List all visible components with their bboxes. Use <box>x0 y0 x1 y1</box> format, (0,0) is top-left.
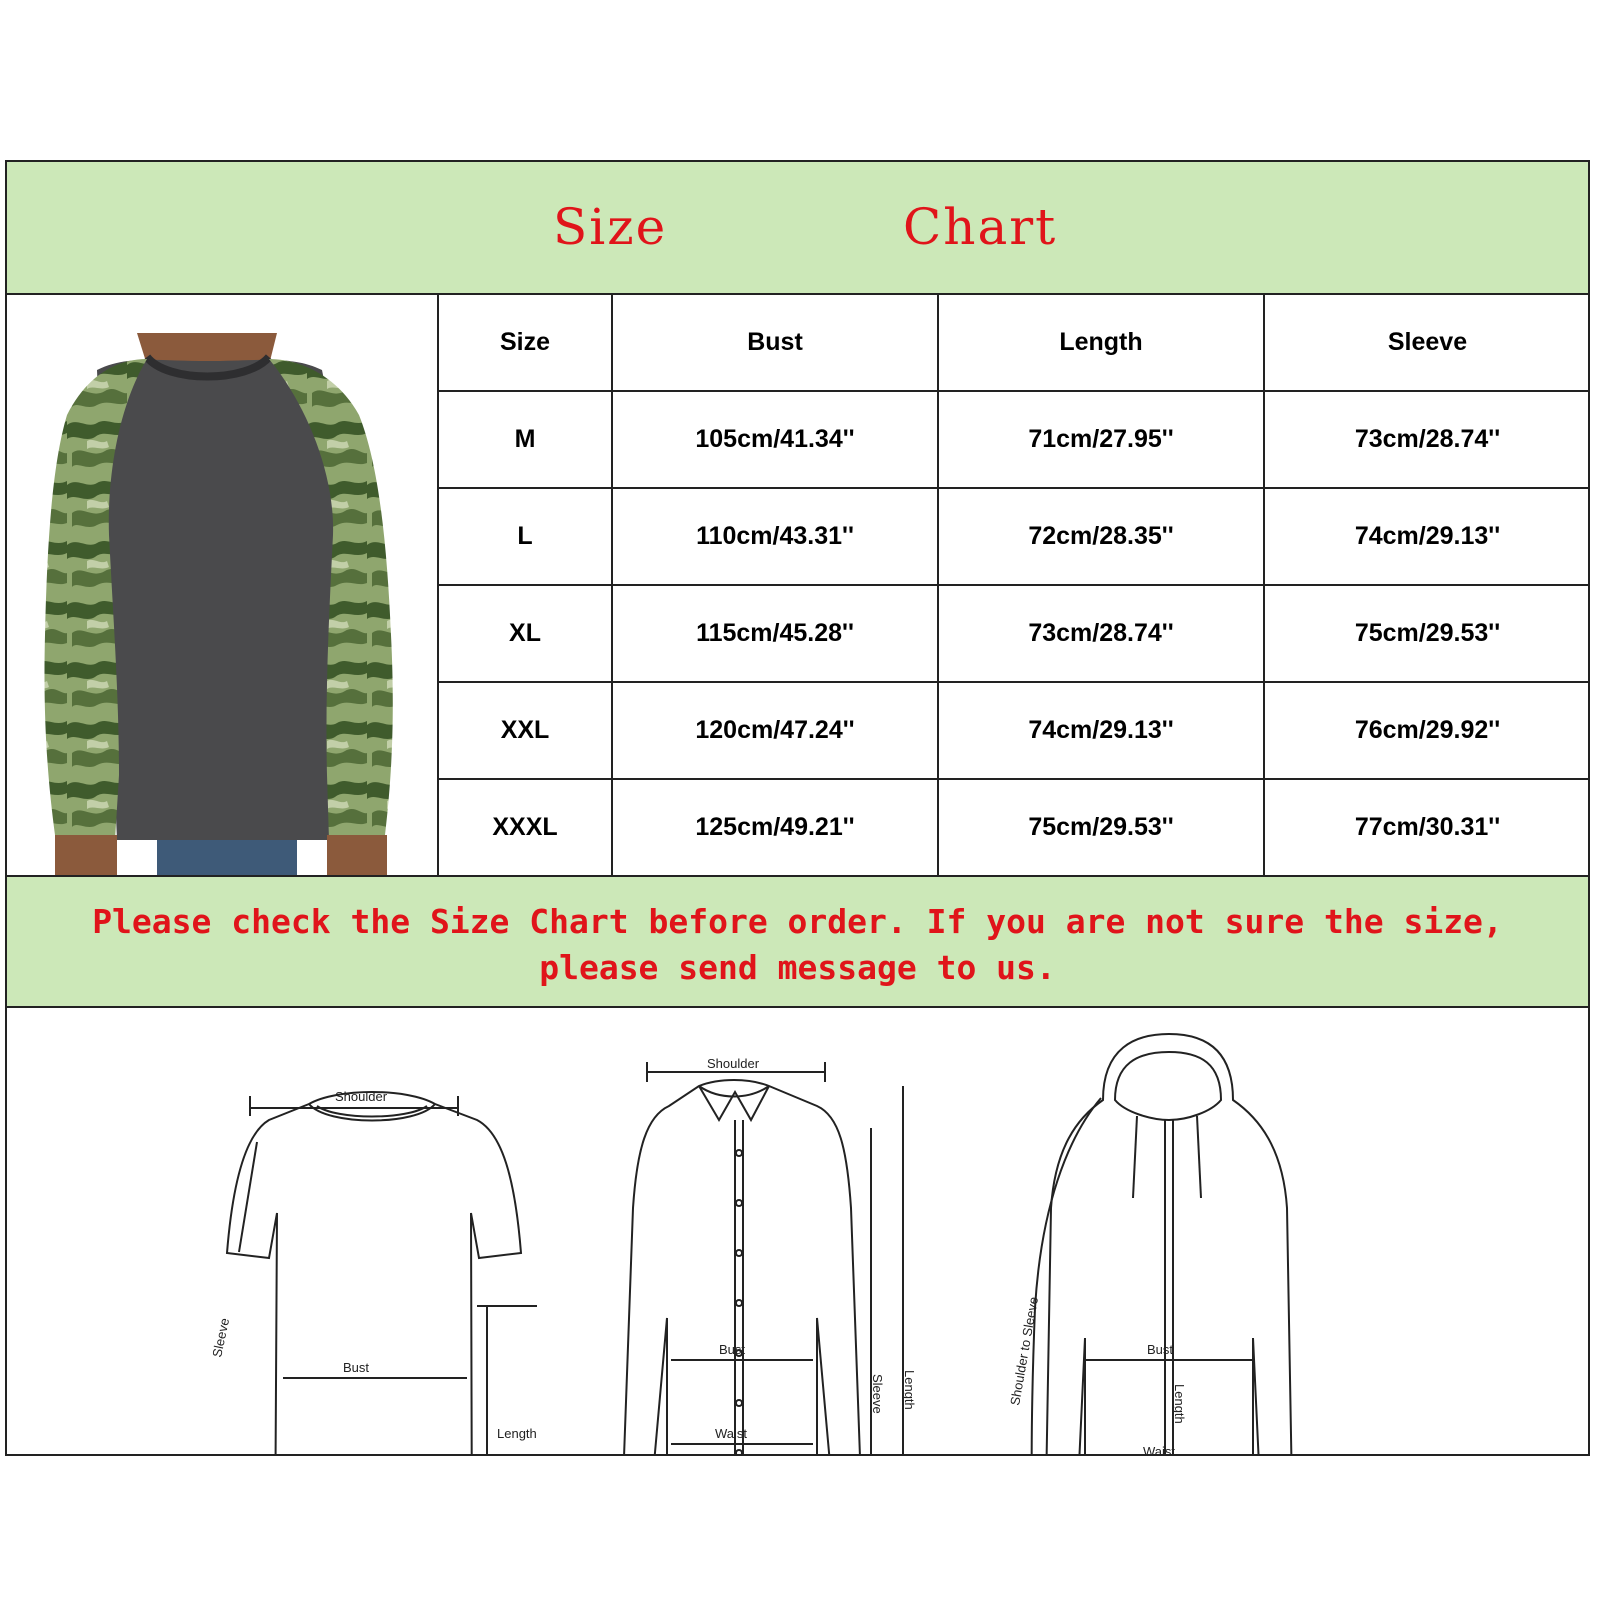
header-length: Length <box>939 295 1265 390</box>
title-word-chart: Chart <box>903 198 1058 256</box>
hoodie-shoulder-to-sleeve-label: Shoulder to Sleeve <box>1007 1295 1042 1407</box>
shirt-diagram <box>621 1062 903 1454</box>
garment-measurement-guide <box>7 1008 1588 1454</box>
hoodie-waist-label: Waist <box>1143 1444 1176 1454</box>
length-cell: 72cm/28.35'' <box>939 489 1265 584</box>
sleeve-cell: 76cm/29.92'' <box>1354 716 1501 744</box>
shirt-shoulder-label: Shoulder <box>707 1056 760 1071</box>
length-cell: 73cm/28.74'' <box>939 586 1265 681</box>
size-table <box>439 295 1590 875</box>
table-row <box>439 586 1590 683</box>
header-sleeve: Sleeve <box>1387 328 1468 356</box>
tshirt-diagram <box>227 1092 537 1454</box>
sleeve-cell: 75cm/29.53'' <box>1354 619 1501 647</box>
size-cell: L <box>439 489 613 584</box>
size-cell: XXXL <box>439 780 613 875</box>
bust-cell: 105cm/41.34'' <box>613 392 939 487</box>
shirt-bust-label: Bust <box>719 1342 746 1357</box>
bust-cell: 125cm/49.21'' <box>613 780 939 875</box>
jeans <box>157 840 297 875</box>
length-cell: 71cm/27.95'' <box>939 392 1265 487</box>
shirt-waist-label: Waist <box>715 1426 748 1441</box>
measurement-diagrams <box>7 1008 1588 1454</box>
bust-cell: 110cm/43.31'' <box>613 489 939 584</box>
notice-band <box>7 877 1588 1008</box>
size-cell: XL <box>439 586 613 681</box>
sleeve-cell: 74cm/29.13'' <box>1354 522 1501 550</box>
hoodie-length-label: Length <box>1172 1384 1187 1424</box>
size-chart-sheet <box>5 160 1590 1456</box>
bust-cell: 120cm/47.24'' <box>613 683 939 778</box>
length-cell: 74cm/29.13'' <box>939 683 1265 778</box>
shirt-sleeve-label: Sleeve <box>870 1374 885 1414</box>
camo-raglan-shirt-image <box>7 295 437 875</box>
header-bust: Bust <box>613 295 939 390</box>
tshirt-shoulder-label: Shoulder <box>335 1089 388 1104</box>
tshirt-bust-label: Bust <box>343 1360 370 1375</box>
size-cell: XXL <box>439 683 613 778</box>
notice-line-2: please send message to us. <box>539 948 1056 987</box>
title-word-size: Size <box>553 198 668 256</box>
tshirt-sleeve-label: Sleeve <box>209 1316 233 1359</box>
notice-line-1: Please check the Size Chart before order. If you are not sure the size, <box>92 902 1503 941</box>
tshirt-length-label: Length <box>497 1426 537 1441</box>
sleeve-cell: 77cm/30.31'' <box>1354 813 1501 841</box>
shirt-length-label: Length <box>902 1370 917 1410</box>
header-size: Size <box>439 295 613 390</box>
table-row <box>439 780 1590 875</box>
table-row <box>439 489 1590 586</box>
bust-cell: 115cm/45.28'' <box>613 586 939 681</box>
table-header-row <box>439 295 1590 392</box>
hoodie-diagram <box>1032 1034 1293 1454</box>
hoodie-bust-label: Bust <box>1147 1342 1174 1357</box>
product-photo <box>7 295 439 875</box>
sleeve-cell: 73cm/28.74'' <box>1354 425 1501 453</box>
title-band <box>7 162 1588 295</box>
table-row <box>439 683 1590 780</box>
length-cell: 75cm/29.53'' <box>939 780 1265 875</box>
size-cell: M <box>439 392 613 487</box>
table-row <box>439 392 1590 489</box>
size-section <box>7 295 1588 877</box>
shirt-body <box>97 360 347 840</box>
